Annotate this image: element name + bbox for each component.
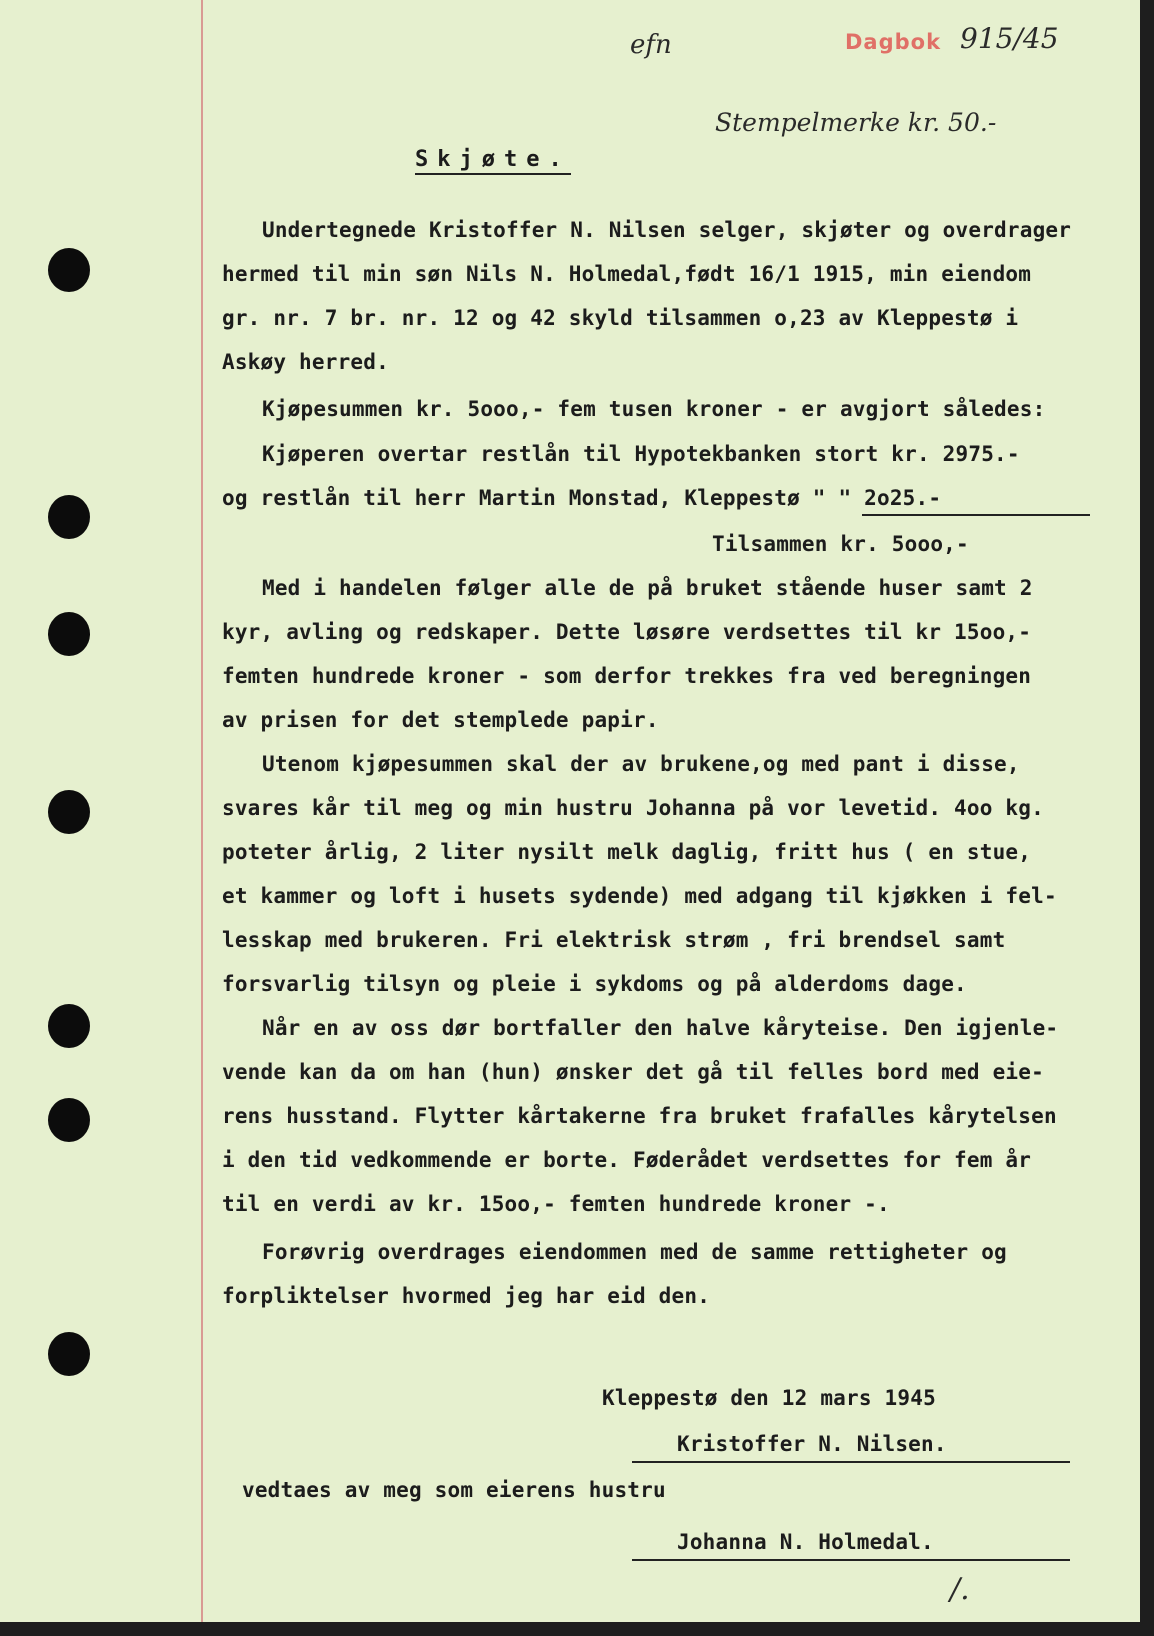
text-line: kyr, avling og redskaper. Dette løsøre verdsettes til kr 15oo,- — [222, 620, 1032, 644]
text-line: Askøy herred. — [222, 350, 389, 374]
text-line: Utenom kjøpesummen skal der av brukene,og med pant i disse, — [262, 752, 1020, 776]
text-line: hermed til min søn Nils N. Holmedal,født 16/1 1915, min eiendom — [222, 262, 1032, 286]
register-stamp: Dagbok — [845, 30, 942, 54]
punch-hole — [48, 612, 90, 656]
document-title: Skjøte. — [415, 147, 571, 175]
register-number: 915/45 — [960, 22, 1059, 55]
text-line: forpliktelser hvormed jeg har eid den. — [222, 1284, 711, 1308]
punch-hole — [48, 495, 90, 539]
text-line: av prisen for det stemplede papir. — [222, 708, 659, 732]
punch-hole — [48, 790, 90, 834]
text-line: gr. nr. 7 br. nr. 12 og 42 skyld tilsammen o,23 av Kleppestø i — [222, 306, 1019, 330]
text-line: et kammer og loft i husets sydende) med adgang til kjøkken i fel- — [222, 884, 1057, 908]
text-line: Kjøpesummen kr. 5ooo,- fem tusen kroner - er avgjort således: — [262, 397, 1046, 421]
text-line: Når en av oss dør bortfaller den halve kåryteise. Den igjenle- — [262, 1016, 1059, 1040]
text-line: Undertegnede Kristoffer N. Nilsen selger, skjøter og overdrager — [262, 218, 1072, 242]
text-line: femten hundrede kroner - som derfor trekkes fra ved beregningen — [222, 664, 1032, 688]
seller-signature-line — [632, 1461, 1070, 1463]
sum-underline — [862, 514, 1090, 516]
text-line: forsvarlig tilsyn og pleie i sykdoms og på alderdoms dage. — [222, 972, 967, 996]
text-line: lesskap med brukeren. Fri elektrisk strøm , fri brendsel samt — [222, 928, 1006, 952]
punch-hole — [48, 248, 90, 292]
text-line: rens husstand. Flytter kårtakerne fra bruket frafalles kårytelsen — [222, 1104, 1057, 1128]
total-line: Tilsammen kr. 5ooo,- — [712, 532, 969, 556]
punch-hole — [48, 1332, 90, 1376]
seller-signature: Kristoffer N. Nilsen. — [677, 1432, 947, 1456]
text-line: til en verdi av kr. 15oo,- femten hundrede kroner -. — [222, 1192, 890, 1216]
text-line: Med i handelen følger alle de på bruket stående huser samt 2 — [262, 576, 1033, 600]
text-line: vende kan da om han (hun) ønsker det gå til felles bord med eie- — [222, 1060, 1044, 1084]
text-line: poteter årlig, 2 liter nysilt melk daglig, fritt hus ( en stue, — [222, 840, 1032, 864]
wife-signature-line — [632, 1559, 1070, 1561]
text-line: svares kår til meg og min hustru Johanna på vor levetid. 4oo kg. — [222, 796, 1044, 820]
text-line: og restlån til herr Martin Monstad, Kleppestø " " 2o25.- — [222, 486, 942, 510]
text-line: i den tid vedkommende er borte. Føderådet verdsettes for fem år — [222, 1148, 1032, 1172]
consent-text: vedtaes av meg som eierens hustru — [242, 1478, 666, 1502]
punch-hole — [48, 1098, 90, 1142]
end-mark: /. — [950, 1572, 970, 1607]
text-line: Forøvrig overdrages eiendommen med de samme rettigheter og — [262, 1240, 1007, 1264]
place-date: Kleppestø den 12 mars 1945 — [602, 1386, 936, 1410]
margin-line — [201, 0, 203, 1622]
text-line: Kjøperen overtar restlån til Hypotekbanken stort kr. 2975.- — [262, 442, 1020, 466]
punch-hole — [48, 1004, 90, 1048]
initials: efn — [630, 30, 672, 60]
wife-signature: Johanna N. Holmedal. — [677, 1530, 934, 1554]
stamp-fee-note: Stempelmerke kr. 50.- — [715, 108, 997, 137]
